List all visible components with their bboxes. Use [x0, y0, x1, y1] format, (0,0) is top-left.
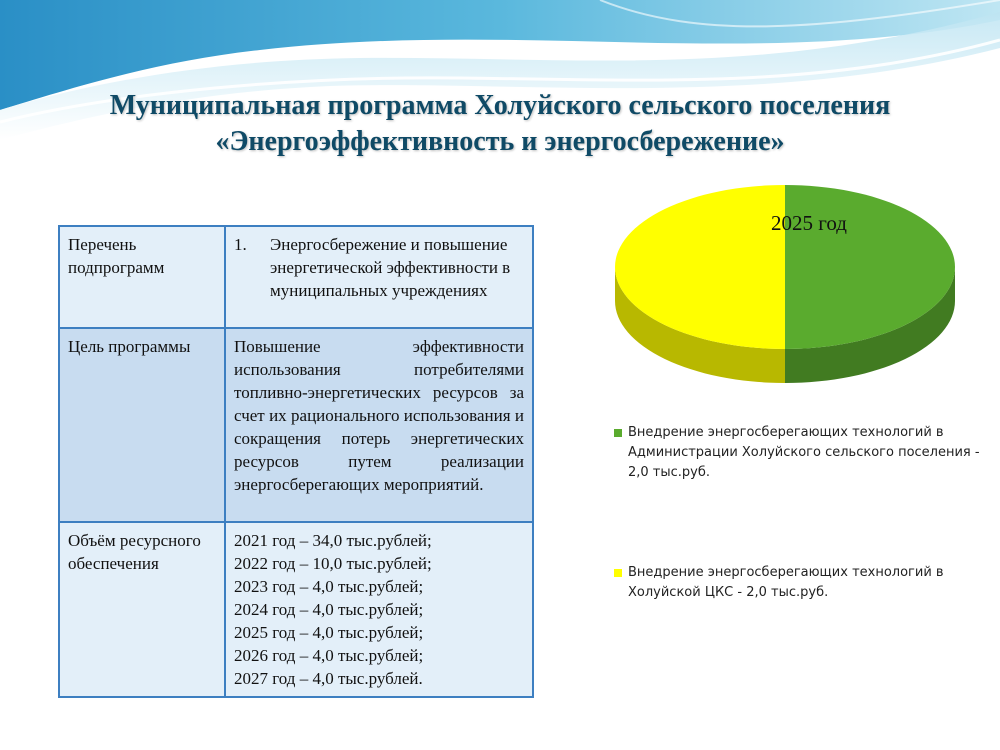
subprogram-list-item [234, 233, 524, 302]
resource-line-2025: 2025 год – 4,0 тыс.рублей; [234, 623, 424, 642]
program-info-table [58, 225, 534, 698]
pie-chart [605, 180, 965, 395]
resource-line-2022: 2022 год – 10,0 тыс.рублей; [234, 554, 432, 573]
legend-swatch-green [614, 429, 622, 437]
table-label-resources: Объём ресурсного обеспечения [59, 522, 225, 697]
resource-line-2023: 2023 год – 4,0 тыс.рублей; [234, 577, 424, 596]
table-row-subprograms [59, 226, 533, 328]
legend-item-cks [614, 563, 984, 603]
legend-label-cks: Внедрение энергосберегающих технологий в Холуйской ЦКС - 2,0 тыс.руб. [628, 565, 944, 600]
legend-swatch-yellow [614, 569, 622, 577]
resource-line-2026: 2026 год – 4,0 тыс.рублей; [234, 646, 424, 665]
subprogram-text: Энергосбережение и повышение энергетической эффективности в муниципальных учреждениях [270, 235, 511, 300]
table-label-subprograms: Перечень подпрограмм [59, 226, 225, 328]
table-row-goal [59, 328, 533, 522]
legend-entry-cks [614, 563, 984, 603]
title-line-1: Муниципальная программа Холуйского сельского поселения [109, 90, 891, 121]
table-label-goal: Цель программы [59, 328, 225, 522]
page-title [0, 88, 1000, 160]
resource-line-2021: 2021 год – 34,0 тыс.рублей; [234, 531, 432, 550]
resource-line-2024: 2024 год – 4,0 тыс.рублей; [234, 600, 424, 619]
legend-item-administration [614, 423, 984, 483]
table-value-goal: Повышение эффективности использования потребителями топливно-энергетических ресурсов за счет их рационального использования и сокращения потерь энергетических ресурсов путем реализации энергосберегающих мероприятий. [225, 328, 533, 522]
table-value-resources [225, 522, 533, 697]
legend-entry-administration [614, 423, 984, 483]
legend-label-administration: Внедрение энергосберегающих технологий в Администрации Холуйского сельского поселения - 2,0 тыс.руб. [628, 425, 980, 480]
resource-line-2027: 2027 год – 4,0 тыс.рублей. [234, 669, 423, 688]
table-row-resources [59, 522, 533, 697]
title-line-2: «Энергоэффективность и энергосбережение» [215, 126, 785, 157]
table-value-subprograms [225, 226, 533, 328]
subprogram-number: 1. [234, 235, 247, 254]
chart-title: 2025 год [771, 211, 847, 235]
